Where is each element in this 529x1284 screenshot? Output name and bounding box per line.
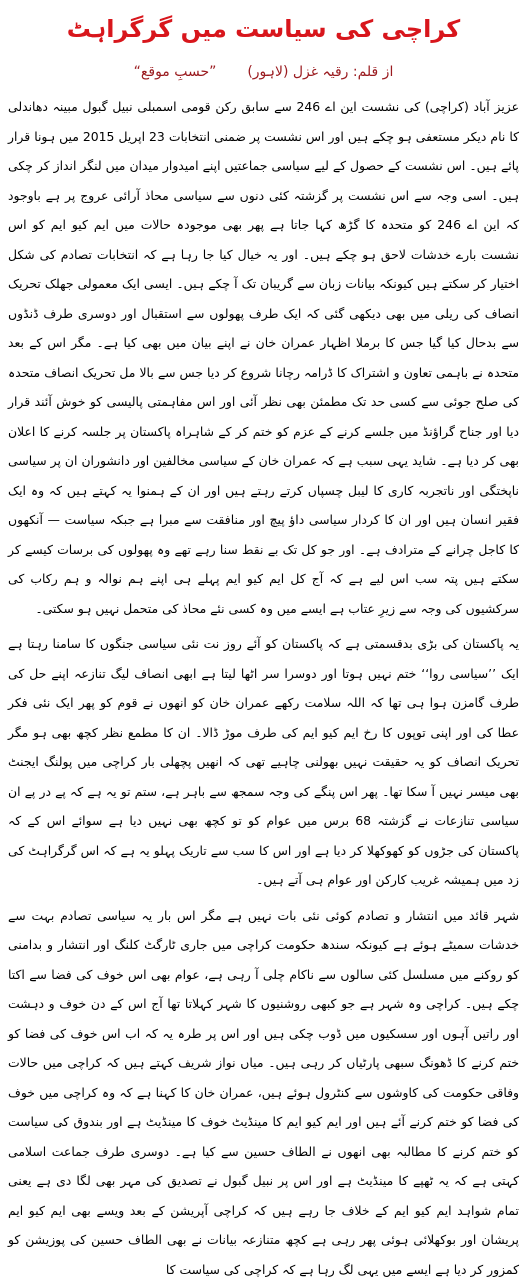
article-body: [8, 92, 519, 1284]
byline: [8, 58, 519, 86]
paragraph-3: شہر قائد میں انتشار و تصادم کوئی نئی بات نہیں ہے مگر اس بار یہ سیاسی تصادم بہت سے خدشات سمیٹے ہوئے ہے کیونکہ سندھ حکومت کراچی میں جاری ٹارگٹ کلنگ اور انتشار و بدامنی کو روکنے میں مسلسل کئی سالوں سے ناکام چلی آ رہی ہے، عوام بھی اس خوف کی فضا سے اکتا چکے ہیں۔ کراچی وہ شہر ہے جو کبھی روشنیوں کا شہر کہلاتا تھا آج اس کے دن خوف و دہشت اور راتیں آہوں اور سسکیوں میں ڈوب چکی ہیں اور اس پر طرہ یہ کہ اب اس خوف کی فضا کو ختم کرنے کا ڈھونگ سبھی پارٹیاں کر رہی ہیں۔ میاں نواز شریف کہتے ہیں کہ کراچی میں حالات وفاقی حکومت کی کاوشوں سے کنٹرول ہوئے ہیں، عمران خان کا کہنا ہے کہ وہ کراچی میں خوف کی فضا کو ختم کرنے آئے ہیں اور ایم کیو ایم کا مینڈیٹ خوف کا مینڈیٹ ہے اور بندوق کی سیاست کو ختم کرنے کا مطالبہ بھی انھوں نے الطاف حسین سے کیا ہے۔ دوسری طرف جماعت اسلامی کہتی ہے کہ یہ ٹھپے کا مینڈیٹ ہے اور اس پر نبیل گبول نے تصدیق کی مہر بھی لگا دی ہے یعنی تمام شواہد ایم کیو ایم کے خلاف جا رہے ہیں کہ کراچی آپریشن کے بعد ویسے بھی ایم کیو ایم پریشان اور بوکھلائی ہوئی پھر رہی ہے کچھ متنازعہ بیانات نے بھی الطاف حسین کی پوزیشن کو کمزور کر دیا ہے ایسے میں یہی لگ رہا ہے کہ کراچی کی سیاست کا: [8, 901, 519, 1284]
paragraph-1: عزیز آباد (کراچی) کی نشست این اے 246 سے سابق رکن قومی اسمبلی نبیل گبول مبینہ دھاندلی کا نام دیکر مستعفی ہو چکے ہیں اور اس نشست پر ضمنی انتخابات 23 اپریل 2015 میں ہونا قرار پائے ہیں۔ اس نشست کے حصول کے لیے سیاسی جماعتیں اپنے امیدوار میدان میں لنگر انداز کر چکی ہیں۔ اسی وجہ سے اس نشست پر گزشتہ کئی دنوں سے سیاسی محاذ آرائی عروج پر ہے باوجود کہ این اے 246 کو متحدہ کا گڑھ کہا جاتا ہے پھر بھی موجودہ حالات میں ایم کیو ایم کو اس نشست بارے خدشات لاحق ہو چکے ہیں۔ اور یہ خیال کیا جا رہا ہے کہ انتخابات تصادم کی شکل اختیار کر سکتے ہیں کیونکہ بیانات زبان سے گریبان تک آ چکے ہیں۔ ایسی ایک معمولی جھلک تحریک انصاف کی ریلی میں بھی دیکھی گئی کہ ایک طرف پھولوں سے استقبال اور دوسری طرف ڈنڈوں سے بدحال کیا گیا جس کا برملا اظہار عمران خان نے اپنے بیان میں بھی کیا ہے۔ مگر اس کے بعد متحدہ نے باہمی تعاون و اشتراک کا ڈرامہ رچانا شروع کر دیا جس سے بالا مل تحریک انصاف متحدہ کی صلح جوئی سے کسی حد تک مطمئن بھی نظر آئی اور اس مفاہمتی پالیسی کو خوش آئند قرار دیا اور جناح گراؤنڈ میں جلسے کرنے کے عزم کو ختم کر کے شاہراہ پاکستان پر جلسہ کرنے کا اعلان بھی کر دیا ہے۔ شاید یہی سبب ہے کہ عمران خان کے سیاسی مخالفین اور دانشوران ان پر سیاسی ناپختگی اور ناتجربہ کاری کا لیبل چسپاں کرتے رہتے ہیں اور ان کے ہمنوا یہ کہتے ہیں کہ وہ ایک فقیر انسان ہیں اور ان کا کردار سیاسی داؤ پیچ اور منافقت سے مبرا ہے جبکہ سیاست — آنکھوں کا کاجل چرانے کے مترادف ہے۔ اور جو کل تک بے نقط سنا رہے تھے وہ پھولوں کی برسات کیسے کر سکتے ہیں پتہ سب اس لیے ہے کہ آج کل ایم کیو ایم پہلے ہی اپنے ہم نوالہ و ہم رکاب کی سرکشیوں کی وجہ سے زیرِ عتاب ہے ایسے میں وہ کسی نئے محاذ کی متحمل نہیں ہو سکتی۔: [8, 92, 519, 623]
article-title: کراچی کی سیاست میں گرگراہٹ: [8, 0, 519, 44]
paragraph-2: یہ پاکستان کی بڑی بدقسمتی ہے کہ پاکستان کو آئے روز نت نئی سیاسی جنگوں کا سامنا رہتا ہے ایک ’’سیاسی روا‘‘ ختم نہیں ہوتا اور دوسرا سر اٹھا لیتا ہے ابھی انصاف لیگ تنازعہ اپنے حل کی طرف گامزن ہوا ہی تھا کہ اللہ سلامت رکھے عمران خان کو انھوں نے قوم کو پھر ایک نئی فکر عطا کی اور اپنی توپوں کا رخ ایم کیو ایم کی طرف موڑ ڈالا۔ ان کا مطمع نظر کچھ بھی ہو مگر تحریک انصاف کو یہ حقیقت نہیں بھولنی چاہیے تھی کہ انھیں پچھلی بار کراچی میں پولنگ ایجنٹ بھی میسر نہیں آ سکا تھا۔ پھر اس پنگے کی وجہ سمجھ سے باہر ہے، ستم تو یہ ہے کہ پے در پے ان سیاسی تنازعات نے گزشتہ 68 برس میں عوام کو تو کچھ بھی نہیں دیا ہے سوائے اس کے کہ پاکستان کی جڑوں کو کھوکھلا کر دیا ہے اور اس کا سب سے تاریک پہلو یہ ہے کہ اس گرگراہٹ کی زد میں ہمیشہ غریب کارکن اور عوام ہی آتے ہیں۔: [8, 629, 519, 895]
byline-column-name: ”حسبِ موقع“: [134, 64, 217, 80]
byline-author: از قلم: رقیہ غزل (لاہور): [247, 64, 393, 80]
